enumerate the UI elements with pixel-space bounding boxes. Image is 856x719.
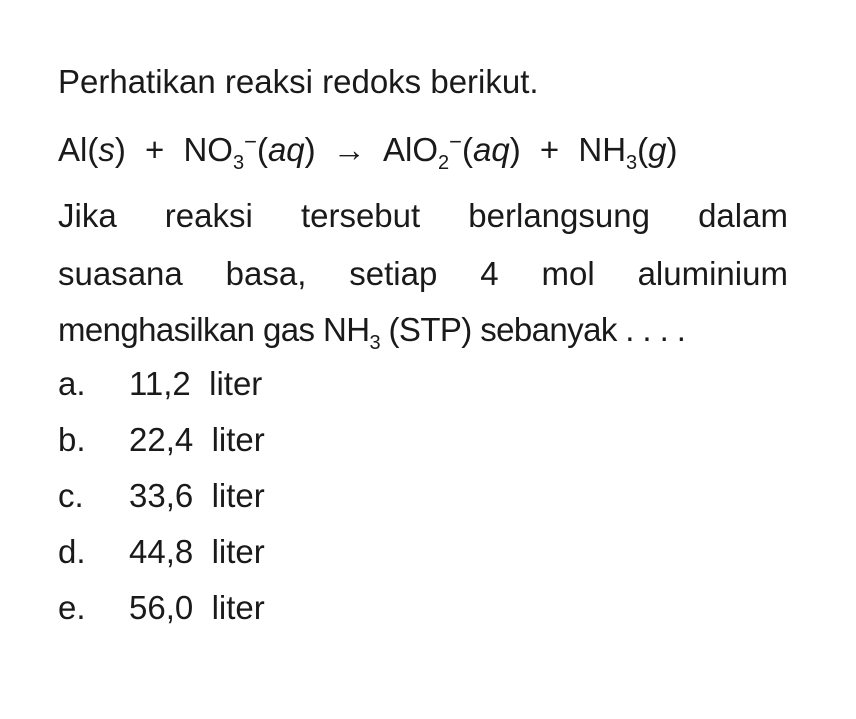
question-paragraph-line-1 xyxy=(58,196,788,236)
product-ammonia: $NH_3(g)$ xyxy=(578,131,678,174)
reactant-nitrate: $NO_3^-(aq)$ xyxy=(183,129,316,174)
word: basa, xyxy=(225,255,307,292)
option-value: 11,2 liter xyxy=(129,365,263,402)
plus-sign: + xyxy=(145,131,165,168)
option-letter: c. xyxy=(58,477,84,514)
reaction-arrow: → xyxy=(332,131,366,168)
word: mol xyxy=(541,255,595,292)
question-paragraph-line-2 xyxy=(58,254,788,294)
word: setiap xyxy=(349,255,438,292)
question-paragraph-line-3: menghasilkan gas $NH_3$ (STP) sebanyak . . . . xyxy=(58,311,686,354)
redox-equation xyxy=(58,129,678,174)
option-value: 33,6 liter xyxy=(129,477,265,514)
option-value: 56,0 liter xyxy=(129,589,265,626)
word: dalam xyxy=(698,197,788,234)
word: suasana xyxy=(58,255,183,292)
option-letter: d. xyxy=(58,533,86,570)
reactant-aluminium: Al(s) xyxy=(58,131,126,168)
question-intro: Perhatikan reaksi redoks berikut. xyxy=(58,63,539,100)
plus-sign: + xyxy=(539,131,560,168)
word: berlangsung xyxy=(468,197,650,234)
option-value: 44,8 liter xyxy=(129,533,265,570)
word: reaksi xyxy=(164,197,253,234)
option-value: 22,4 liter xyxy=(129,421,265,458)
option-letter: e. xyxy=(58,589,86,626)
word: tersebut xyxy=(300,197,421,234)
word: aluminium xyxy=(637,255,788,292)
product-aluminate: AlO$_2$−(aq) xyxy=(383,129,521,174)
option-letter: b. xyxy=(58,421,86,458)
word: Jika xyxy=(58,197,117,234)
word: 4 xyxy=(480,255,499,292)
option-letter: a. xyxy=(58,365,86,402)
